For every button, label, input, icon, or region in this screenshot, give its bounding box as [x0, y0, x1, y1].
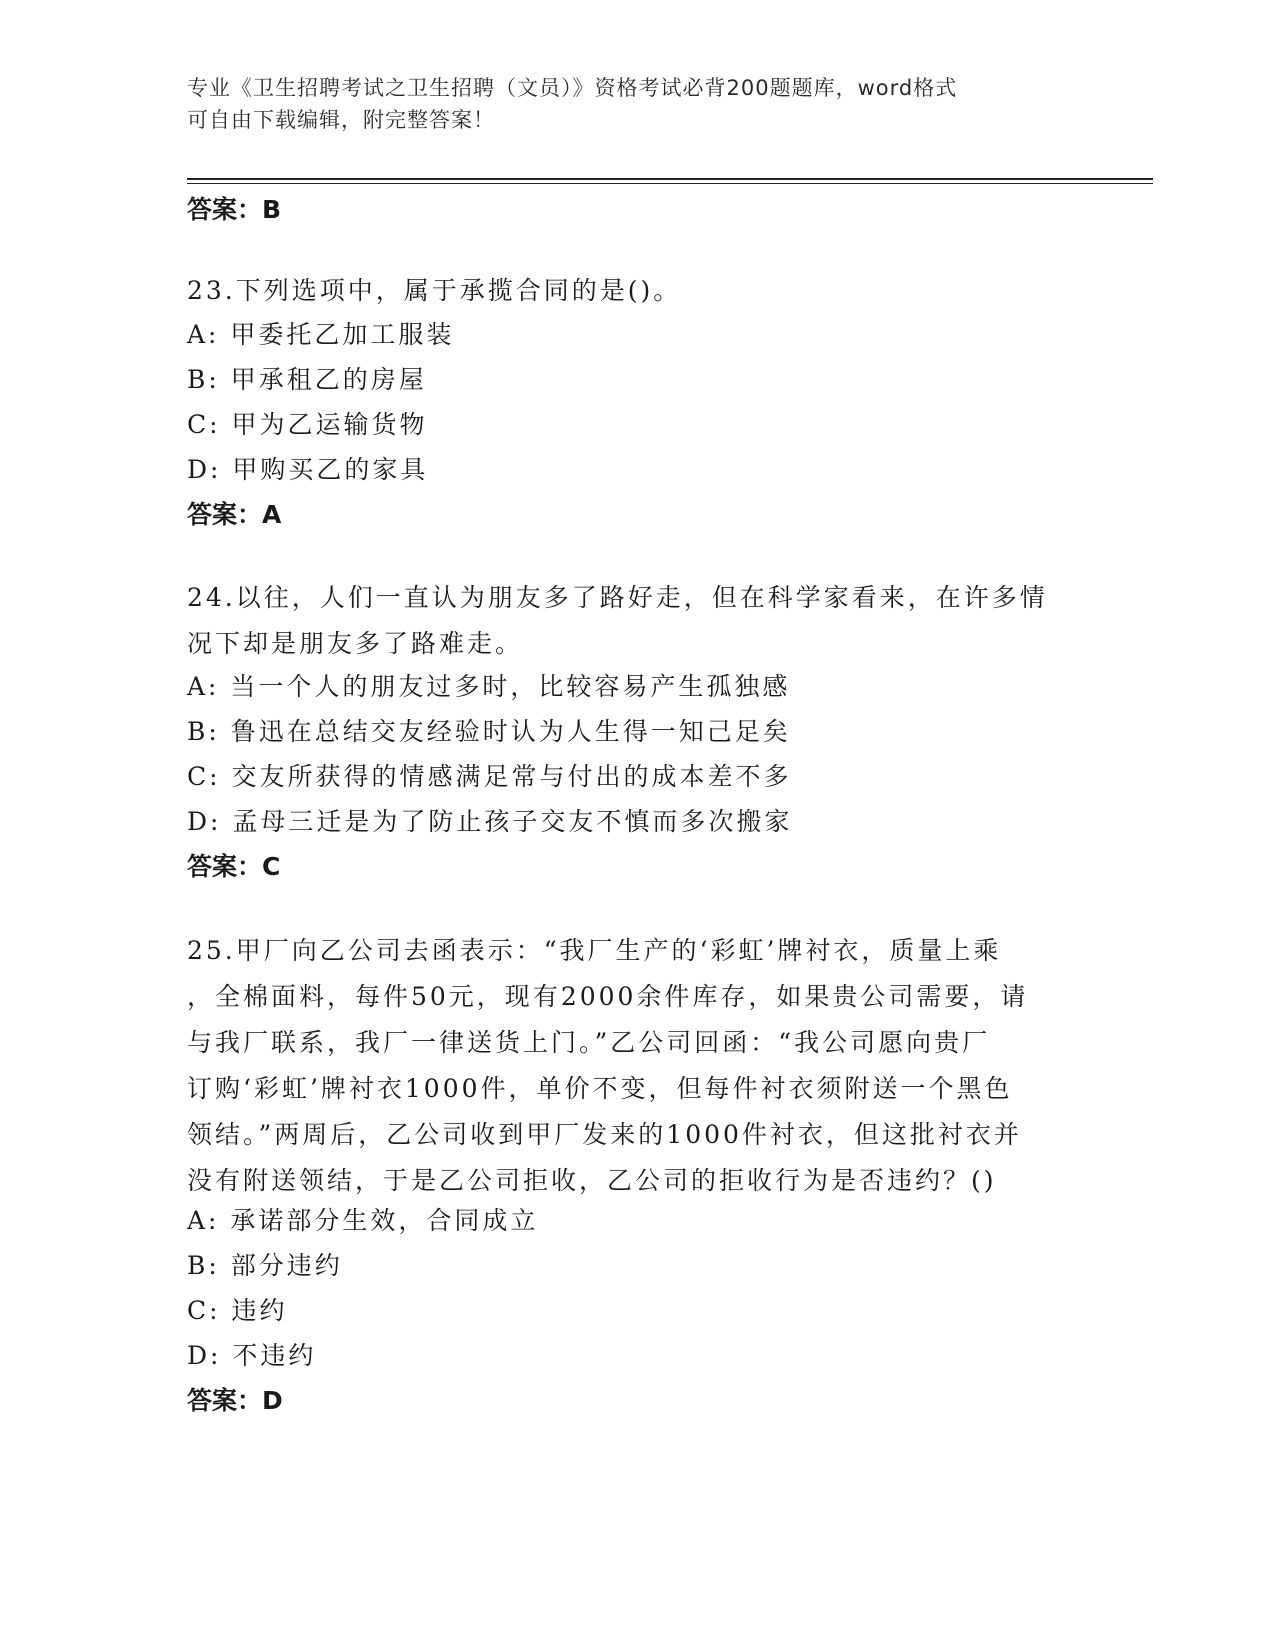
question-line: 订购‘彩虹’牌衬衣1000件，单价不变，但每件衬衣须附送一个黑色: [187, 1074, 1013, 1103]
question-23: [187, 268, 1087, 314]
header-rule-thin: [187, 183, 1153, 184]
question-25: [187, 928, 1087, 1204]
question-line: 25.甲厂向乙公司去函表示：“我厂生产的‘彩虹’牌衬衣，质量上乘: [187, 936, 1002, 965]
question-line: 没有附送领结，于是乙公司拒收，乙公司的拒收行为是否违约？(): [187, 1166, 997, 1195]
question-23-answer: 答案：A: [187, 500, 282, 529]
option-a: A: 甲委托乙加工服装: [187, 320, 455, 349]
option-a: A: 当一个人的朋友过多时，比较容易产生孤独感: [187, 672, 791, 701]
document-header: [187, 72, 1087, 136]
option-d: D: 不违约: [187, 1341, 317, 1370]
header-line-2: 可自由下载编辑，附完整答案！: [187, 108, 495, 132]
option-b: B: 部分违约: [187, 1251, 343, 1280]
option-c: C: 交友所获得的情感满足常与付出的成本差不多: [187, 762, 792, 791]
question-24-answer: 答案：C: [187, 852, 281, 881]
question-line: ，全棉面料，每件50元，现有2000余件库存，如果贵公司需要，请: [187, 982, 1029, 1011]
option-a: A: 承诺部分生效，合同成立: [187, 1206, 539, 1235]
question-25-options: [187, 1198, 1087, 1378]
question-line: 况下却是朋友多了路难走。: [187, 629, 524, 658]
option-b: B: 甲承租乙的房屋: [187, 365, 427, 394]
question-24-options: [187, 664, 1087, 844]
option-c: C: 甲为乙运输货物: [187, 410, 428, 439]
option-d: D: 孟母三迁是为了防止孩子交友不慎而多次搬家: [187, 807, 793, 836]
question-23-options: [187, 312, 1087, 492]
question-line: 领结。”两周后，乙公司收到甲厂发来的1000件衬衣，但这批衬衣并: [187, 1120, 1022, 1149]
option-b: B: 鲁迅在总结交友经验时认为人生得一知己足矣: [187, 717, 791, 746]
question-line: 与我厂联系，我厂一律送货上门。”乙公司回函：“我公司愿向贵厂: [187, 1028, 991, 1057]
option-d: D: 甲购买乙的家具: [187, 455, 429, 484]
header-rule-thick: [187, 178, 1153, 180]
question-25-answer: 答案：D: [187, 1386, 283, 1415]
question-24: [187, 575, 1087, 667]
previous-answer: 答案：B: [187, 195, 282, 224]
option-c: C: 违约: [187, 1296, 288, 1325]
question-line: 24.以往，人们一直认为朋友多了路好走，但在科学家看来，在许多情: [187, 583, 1048, 612]
question-line: 23.下列选项中，属于承揽合同的是()。: [187, 276, 682, 305]
header-line-1: 专业《卫生招聘考试之卫生招聘（文员）》资格考试必背200题题库，word格式: [187, 76, 958, 100]
